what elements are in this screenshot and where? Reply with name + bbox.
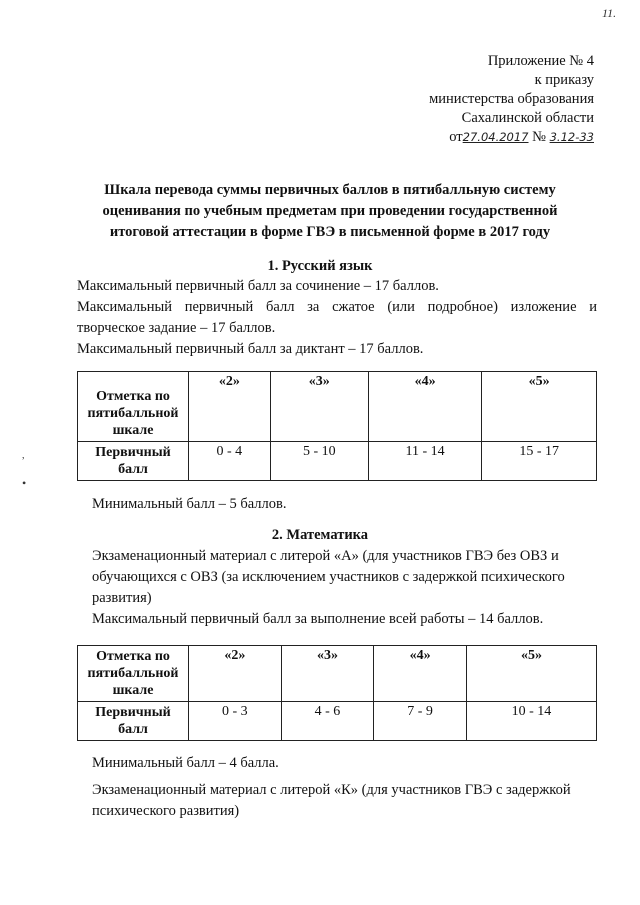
paragraph: творческое задание – 17 баллов. [77, 320, 276, 336]
paragraph: Максимальный первичный балл за диктант – 17 баллов. [77, 341, 424, 357]
handwritten-number: 3.12-33 [549, 130, 594, 144]
paragraph: Максимальный первичный балл за выполнение всей работы – 14 баллов. [92, 611, 544, 627]
table-row-label: Первичный балл [78, 442, 189, 481]
grade-cell: «2» [189, 372, 271, 442]
grade-cell: «5» [466, 646, 596, 702]
score-cell: 0 - 4 [189, 442, 271, 481]
page-number: 11. [602, 6, 617, 20]
paragraph: Максимальный первичный балл за сжатое (или подробное) изложение и [77, 299, 597, 315]
paragraph: Экзаменационный материал с литерой «К» (для участников ГВЭ с задержкой психического развития) [92, 782, 571, 819]
grade-cell: «4» [368, 372, 481, 442]
table-header-label: Отметка по пятибалльной шкале [78, 646, 189, 702]
table-row [78, 646, 597, 702]
score-cell: 7 - 9 [374, 702, 467, 741]
table-row-label: Первичный балл [78, 702, 189, 741]
paragraph: Экзаменационный материал с литерой «А» (для участников ГВЭ без ОВЗ и обучающихся с ОВЗ (за исключением участников с задержкой психического развития) [92, 548, 565, 606]
table-header-label: Отметка по пятибалльной шкале [78, 372, 189, 442]
grade-cell: «3» [270, 372, 368, 442]
annex-line: министерства образования [429, 91, 594, 107]
grade-cell: «3» [281, 646, 374, 702]
annex-date-line [429, 128, 594, 147]
margin-mark: • [22, 476, 27, 490]
paragraph: Минимальный балл – 4 балла. [92, 755, 279, 771]
number-prefix: № [532, 129, 546, 145]
score-cell: 4 - 6 [281, 702, 374, 741]
score-cell: 5 - 10 [270, 442, 368, 481]
annex-line: к приказу [534, 72, 594, 88]
grade-cell: «4» [374, 646, 467, 702]
score-cell: 0 - 3 [189, 702, 282, 741]
table-row [78, 372, 597, 442]
grade-table-russian [77, 371, 597, 481]
annex-line: Сахалинской области [461, 110, 594, 126]
score-cell: 11 - 14 [368, 442, 481, 481]
score-cell: 10 - 14 [466, 702, 596, 741]
handwritten-date: 27.04.2017 [462, 130, 529, 144]
table-row [78, 702, 597, 741]
paragraph: Минимальный балл – 5 баллов. [92, 496, 287, 512]
grade-cell: «5» [482, 372, 597, 442]
paragraph: Максимальный первичный балл за сочинение – 17 баллов. [77, 278, 439, 294]
annex-block [429, 52, 594, 147]
grade-cell: «2» [189, 646, 282, 702]
annex-line: Приложение № 4 [487, 53, 594, 69]
section-title-math: 2. Математика [271, 527, 369, 543]
table-row [78, 442, 597, 481]
margin-mark: , [22, 450, 25, 461]
section-title-russian: 1. Русский язык [267, 258, 373, 274]
document-title: Шкала перевода суммы первичных баллов в пятибалльную систему оценивания по учебным предметам при проведении государственной итоговой аттестации в форме ГВЭ в письменной форме в 2017 году [102, 182, 558, 240]
score-cell: 15 - 17 [482, 442, 597, 481]
date-prefix: от [449, 129, 463, 145]
grade-table-math [77, 645, 597, 741]
